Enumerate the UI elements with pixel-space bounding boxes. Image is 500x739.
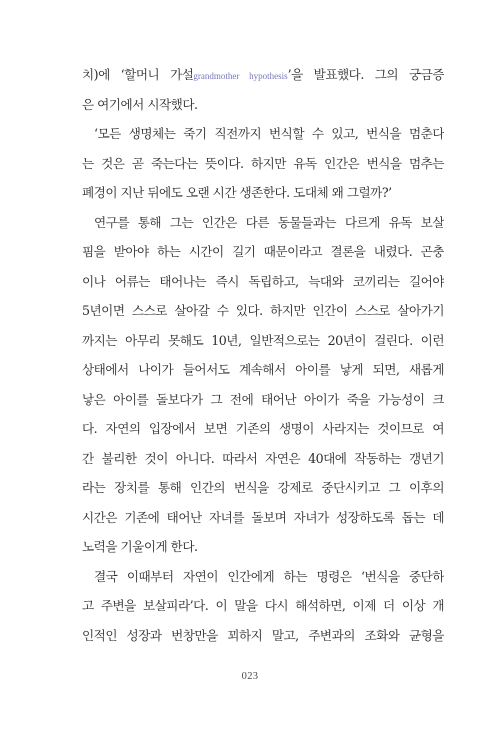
text-line-15: 라는 장치를 통해 인간의 번식을 강제로 중단시키고 그 이후의	[82, 480, 444, 495]
text-line-10: 까지는 아무리 못해도 10년, 일반적으로는 20년이 걸린다. 이런	[82, 332, 444, 348]
book-page-body	[82, 60, 444, 650]
text-line-11: 상태에서 나이가 들어서도 계속해서 아이를 낳게 되면, 새롭게	[82, 362, 444, 377]
line-1-end: ’을 발표했다. 그의 궁금증	[287, 67, 444, 82]
text-line-6: 연구를 통해 그는 인간은 다른 동물들과는 다르게 유독 보살	[94, 214, 444, 230]
text-line-16: 시간은 기존에 태어난 자녀를 돌보며 자녀가 성장하도록 돕는 데	[82, 509, 444, 525]
text-line-14: 간 불리한 것이 아니다. 따라서 자연은 40대에 작동하는 갱년기	[82, 450, 444, 466]
page-number: 023	[241, 671, 259, 682]
english-gloss: grandmother hypothesis	[193, 71, 288, 81]
text-line-2: 은 여기에서 시작했다.	[82, 96, 198, 112]
line-1-start: 치)에 ‘할머니 가설	[82, 67, 194, 82]
text-line-18: 결국 이때부터 자연이 인간에게 하는 명령은 ‘번식을 중단하	[94, 568, 444, 584]
text-line-12: 낳은 아이를 돌보다가 그 전에 태어난 아이가 죽을 가능성이 크	[82, 391, 444, 407]
text-line-7: 핌을 받아야 하는 시간이 길기 때문이라고 결론을 내렸다. 곤충	[82, 244, 444, 259]
text-line-17: 노력을 기울이게 한다.	[82, 539, 198, 554]
text-line-1	[82, 60, 444, 90]
text-line-19: 고 주변을 보살피라’다. 이 말을 다시 해석하면, 이제 더 이상 개	[82, 598, 444, 613]
text-line-3: ‘모든 생명체는 죽기 직전까지 번식할 수 있고, 번식을 멈춘다	[94, 126, 444, 141]
text-line-5: 폐경이 지난 뒤에도 오랜 시간 생존한다. 도대체 왜 그럴까?’	[82, 185, 392, 200]
text-line-20: 인적인 성장과 번창만을 꾀하지 말고, 주변과의 조화와 균형을	[82, 627, 444, 643]
text-line-13: 다. 자연의 입장에서 보면 기존의 생명이 사라지는 것이므로 여	[82, 421, 444, 436]
text-line-9: 5년이면 스스로 살아갈 수 있다. 하지만 인간이 스스로 살아가기	[82, 303, 444, 318]
text-line-4: 는 것은 곧 죽는다는 뜻이다. 하지만 유독 인간은 번식을 멈추는	[82, 155, 444, 171]
text-line-8: 이나 어류는 태어나는 즉시 독립하고, 늑대와 코끼리는 길어야	[82, 273, 444, 289]
